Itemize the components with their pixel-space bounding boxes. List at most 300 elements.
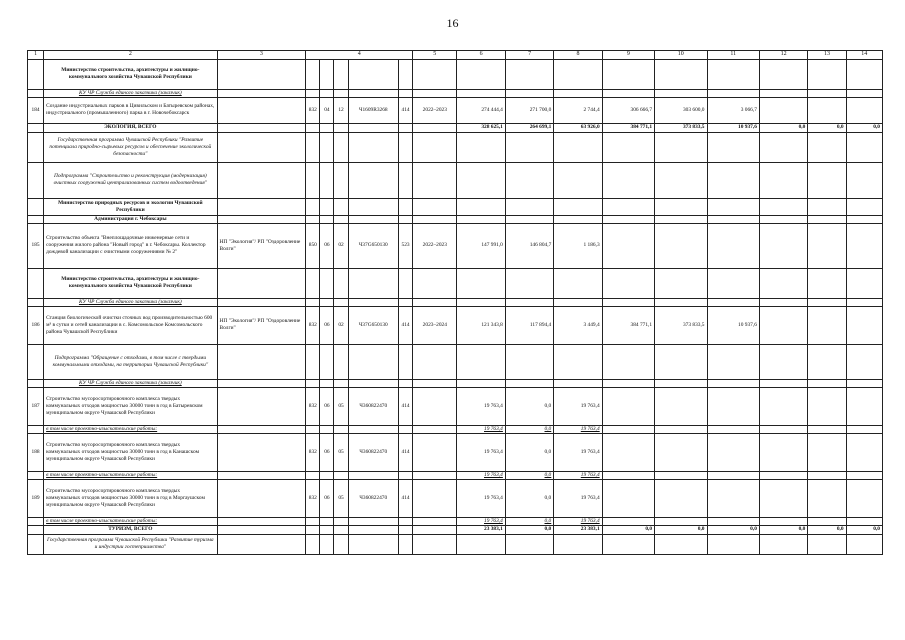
table-row [28,306,883,344]
header-cell: 9 [602,51,654,60]
table-cell [759,471,807,479]
row-number-cell [28,268,44,298]
header-cell: 10 [655,51,707,60]
table-cell [306,59,320,89]
table-cell [320,471,334,479]
value-v11 [707,223,759,268]
table-cell [398,525,412,534]
header-cell: 12 [759,51,807,60]
value-v14 [846,97,882,123]
table-cell [655,132,707,162]
section-title: Подпрограмма "Обращение с отходами, в том числе с твердыми коммунальными отходами, на территории Чувашской Республики" [44,344,217,379]
table-cell [707,198,759,215]
header-row [28,51,883,60]
table-cell [334,534,348,554]
table-cell [707,89,759,97]
table-cell [505,59,553,89]
subtotal-label: в том числе проектно-изыскательские работы: [44,471,217,479]
table-cell [602,215,654,223]
value-v14 [846,479,882,517]
table-cell [602,59,654,89]
table-cell [808,198,846,215]
table-cell [655,162,707,198]
value-v10: 303 600,0 [655,97,707,123]
table-cell [306,471,320,479]
value-v7: 117 894,4 [505,306,553,344]
table-cell [808,59,846,89]
table-cell [457,268,505,298]
row-number-cell [28,162,44,198]
code-ministry: 850 [306,223,320,268]
table-cell [334,215,348,223]
table-cell [655,215,707,223]
code-ministry: 832 [306,306,320,344]
table-cell [217,162,306,198]
table-cell [759,215,807,223]
section-row [28,132,883,162]
value-v10 [655,433,707,471]
project-name [217,433,306,471]
header-cell: 6 [457,51,505,60]
table-cell [707,425,759,433]
table-cell [413,525,457,534]
total-v12: 0,0 [759,525,807,534]
table-cell [413,344,457,379]
project-name [217,479,306,517]
section-row [28,59,883,89]
value-v13 [808,479,846,517]
table-cell [398,471,412,479]
header-cell: 1 [28,51,44,60]
table-cell [398,132,412,162]
table-cell [217,89,306,97]
value-v14 [846,306,882,344]
total-v9: 0,0 [602,525,654,534]
table-cell [217,268,306,298]
section-title: Государственная программа Чувашской Республики "Развитие потенциала природно-сырьевых ресурсов и обеспечение экологической безопасности" [44,132,217,162]
subtotal-label: в том числе проектно-изыскательские работы: [44,425,217,433]
table-cell [707,59,759,89]
row-number-cell [28,525,44,534]
table-cell [602,344,654,379]
section-row [28,215,883,223]
total-v8: 23 383,1 [554,525,602,534]
table-cell [707,162,759,198]
value-v13 [808,306,846,344]
table-cell [505,268,553,298]
table-cell [457,379,505,387]
row-number-cell [28,132,44,162]
section-title: КУ ЧР Служба единого заказчика (заказчик) [44,89,217,97]
value-v7: 0,0 [505,479,553,517]
subtotal-v6: 19 763,4 [457,471,505,479]
table-cell [306,425,320,433]
table-cell [217,298,306,306]
section-title: Министерство строительства, архитектуры и жилищно-коммунального хозяйства Чувашской Республики [44,59,217,89]
table-cell [306,215,320,223]
table-cell [413,471,457,479]
table-cell [334,344,348,379]
value-v7: 0,0 [505,433,553,471]
table-cell [320,162,334,198]
table-cell [808,517,846,525]
table-cell [348,344,398,379]
code-expense: 414 [398,387,412,425]
table-cell [554,132,602,162]
table-cell [457,162,505,198]
value-v10: 373 833,5 [655,306,707,344]
table-cell [457,132,505,162]
table-cell [413,517,457,525]
subtotal-v8: 19 763,4 [554,517,602,525]
table-cell [217,425,306,433]
value-v9 [602,433,654,471]
code-section: 04 [320,97,334,123]
project-name [217,387,306,425]
table-cell [348,59,398,89]
row-number: 186 [28,306,44,344]
table-cell [348,162,398,198]
table-cell [398,89,412,97]
value-v12 [759,433,807,471]
table-cell [306,198,320,215]
table-cell [217,517,306,525]
table-cell [759,162,807,198]
total-v9: 384 771,1 [602,123,654,132]
code-ministry: 832 [306,433,320,471]
table-cell [334,517,348,525]
table-cell [554,268,602,298]
value-v9 [602,223,654,268]
table-cell [554,379,602,387]
total-v6: 23 383,1 [457,525,505,534]
table-cell [602,425,654,433]
table-cell [707,344,759,379]
table-cell [554,89,602,97]
row-number-cell [28,298,44,306]
row-number: 189 [28,479,44,517]
table-cell [320,534,334,554]
row-number-cell [28,59,44,89]
table-cell [505,215,553,223]
table-cell [217,198,306,215]
value-v8: 2 744,4 [554,97,602,123]
table-cell [320,525,334,534]
object-name: Строительство объекта "Внеплощадочные инженерные сети и сооружения жилого района "Новый город" в г. Чебоксары. Коллектор дождевой канализации с очистными сооружениями № 2" [44,223,217,268]
value-v7: 146 804,7 [505,223,553,268]
object-name: Станция биологической очистки сточных вод производительностью 600 м³ в сутки и сетей канализации в с. Комсомольское Комсомольского района Чувашской Республики [44,306,217,344]
period [413,433,457,471]
total-row [28,123,883,132]
table-cell [554,215,602,223]
table-cell [655,471,707,479]
total-label: ТУРИЗМ, ВСЕГО [44,525,217,534]
value-v8: 19 763,4 [554,479,602,517]
table-cell [846,198,882,215]
header-cell: 11 [707,51,759,60]
code-expense: 523 [398,223,412,268]
total-v11: 10 937,6 [707,123,759,132]
value-v6: 19 763,4 [457,387,505,425]
row-number-cell [28,517,44,525]
table-cell [759,344,807,379]
value-v9 [602,387,654,425]
header-cell: 8 [554,51,602,60]
table-cell [505,379,553,387]
table-cell [759,517,807,525]
table-cell [505,198,553,215]
table-cell [655,198,707,215]
table-cell [808,425,846,433]
table-cell [348,123,398,132]
section-title: КУ ЧР Служба единого заказчика (заказчик) [44,298,217,306]
row-number: 188 [28,433,44,471]
object-name: Строительство мусоросортировочного комплекса твердых коммунальных отходов мощностью 30000 тонн в год в Моргаушском муниципальном округе Чувашской Республики [44,479,217,517]
value-v13 [808,97,846,123]
section-title: Министерство строительства, архитектуры и жилищно-коммунального хозяйства Чувашской Республики [44,268,217,298]
table-cell [320,89,334,97]
table-cell [759,132,807,162]
table-cell [707,132,759,162]
section-title: Подпрограмма "Строительство и реконструкция (модернизация) очистных сооружений централизованных систем водоотведения" [44,162,217,198]
code-target: Ч360822470 [348,433,398,471]
table-cell [306,123,320,132]
code-target: Ч1609R3268 [348,97,398,123]
subtotal-v8: 19 763,4 [554,471,602,479]
table-cell [602,198,654,215]
period: 2023–2024 [413,306,457,344]
section-row [28,162,883,198]
value-v11: 3 066,7 [707,97,759,123]
table-cell [320,517,334,525]
table-cell [602,471,654,479]
section-row [28,198,883,215]
total-v6: 328 625,1 [457,123,505,132]
table-cell [655,379,707,387]
table-cell [320,379,334,387]
period [413,479,457,517]
code-ministry: 832 [306,479,320,517]
budget-table [27,50,883,555]
table-cell [808,344,846,379]
row-number-cell [28,198,44,215]
table-cell [306,162,320,198]
table-cell [655,425,707,433]
table-cell [655,534,707,554]
row-number-cell [28,379,44,387]
table-cell [602,162,654,198]
table-cell [320,425,334,433]
value-v9: 306 666,7 [602,97,654,123]
project-name: НП "Экология"/ РП "Оздоровление Волги" [217,223,306,268]
table-cell [413,198,457,215]
value-v6: 147 991,0 [457,223,505,268]
row-number-cell [28,534,44,554]
total-v14: 0,0 [846,123,882,132]
table-cell [334,123,348,132]
table-cell [348,525,398,534]
table-cell [707,268,759,298]
table-cell [707,298,759,306]
table-cell [413,59,457,89]
table-cell [348,471,398,479]
value-v8: 19 763,4 [554,387,602,425]
table-cell [602,132,654,162]
table-cell [759,379,807,387]
table-cell [707,471,759,479]
header-cell: 5 [413,51,457,60]
table-cell [348,534,398,554]
section-row [28,534,883,554]
table-cell [759,89,807,97]
table-cell [398,123,412,132]
value-v7: 0,0 [505,387,553,425]
code-section: 06 [320,479,334,517]
table-cell [413,534,457,554]
table-cell [398,425,412,433]
object-name: Строительство мусоросортировочного комплекса твердых коммунальных отходов мощностью 30000 тонн в год в Канашском муниципальном округе Чувашской Республики [44,433,217,471]
table-cell [655,344,707,379]
subtotal-v7: 0,0 [505,517,553,525]
table-cell [217,344,306,379]
table-cell [602,517,654,525]
table-cell [306,525,320,534]
value-v9: 384 771,1 [602,306,654,344]
table-row [28,479,883,517]
table-cell [808,215,846,223]
code-section: 06 [320,387,334,425]
table-cell [808,268,846,298]
table-cell [334,471,348,479]
table-cell [554,534,602,554]
table-cell [655,298,707,306]
project-name [217,97,306,123]
table-cell [759,59,807,89]
table-cell [554,298,602,306]
subtotal-row [28,425,883,433]
code-expense: 414 [398,306,412,344]
value-v10 [655,223,707,268]
table-cell [808,471,846,479]
value-v6: 121 343,8 [457,306,505,344]
table-cell [808,534,846,554]
total-v13: 0,0 [808,123,846,132]
table-cell [457,198,505,215]
value-v12 [759,223,807,268]
header-cell: 2 [44,51,217,60]
table-cell [413,132,457,162]
code-subsection: 05 [334,387,348,425]
table-cell [348,268,398,298]
table-cell [655,268,707,298]
table-cell [398,344,412,379]
code-section: 06 [320,306,334,344]
table-row [28,223,883,268]
value-v6: 19 763,4 [457,479,505,517]
table-cell [602,89,654,97]
table-cell [457,298,505,306]
table-cell [306,517,320,525]
table-cell [505,132,553,162]
table-cell [759,268,807,298]
table-cell [306,344,320,379]
code-target: Ч360822470 [348,387,398,425]
table-cell [413,268,457,298]
code-subsection: 05 [334,433,348,471]
table-cell [846,425,882,433]
table-cell [413,425,457,433]
section-title: КУ ЧР Служба единого заказчика (заказчик) [44,379,217,387]
value-v14 [846,433,882,471]
table-cell [320,59,334,89]
table-cell [707,517,759,525]
header-cell: 13 [808,51,846,60]
total-v13: 0,0 [808,525,846,534]
table-cell [846,379,882,387]
table-cell [457,59,505,89]
subtotal-v8: 19 763,4 [554,425,602,433]
table-row [28,387,883,425]
section-title: Государственная программа Чувашской Республики "Развитие туризма и индустрии гостеприимства" [44,534,217,554]
total-label: ЭКОЛОГИЯ, ВСЕГО [44,123,217,132]
table-cell [320,132,334,162]
table-cell [320,268,334,298]
table-cell [505,534,553,554]
subtotal-label: в том числе проектно-изыскательские работы: [44,517,217,525]
table-cell [846,298,882,306]
table-cell [759,298,807,306]
row-number-cell [28,425,44,433]
table-cell [413,379,457,387]
subtotal-v7: 0,0 [505,425,553,433]
subtotal-v6: 19 763,4 [457,425,505,433]
total-v7: 0,0 [505,525,553,534]
value-v11 [707,433,759,471]
total-v8: 63 926,0 [554,123,602,132]
table-cell [846,59,882,89]
row-number-cell [28,344,44,379]
total-v14: 0,0 [846,525,882,534]
total-v7: 264 699,1 [505,123,553,132]
object-name: Строительство мусоросортировочного комплекса твердых коммунальных отходов мощностью 30000 тонн в год в Батыревском муниципальном округе Чувашской Республики [44,387,217,425]
table-cell [334,379,348,387]
period: 2022–2023 [413,97,457,123]
value-v11: 10 937,6 [707,306,759,344]
table-cell [320,198,334,215]
table-cell [846,89,882,97]
table-cell [398,268,412,298]
table-cell [398,198,412,215]
table-cell [348,517,398,525]
code-expense: 414 [398,479,412,517]
code-expense: 414 [398,433,412,471]
table-cell [808,298,846,306]
table-cell [413,89,457,97]
row-number: 185 [28,223,44,268]
table-cell [554,344,602,379]
subtotal-v7: 0,0 [505,471,553,479]
total-v11: 0,0 [707,525,759,534]
table-cell [217,379,306,387]
table-cell [348,89,398,97]
table-cell [348,425,398,433]
table-cell [759,198,807,215]
table-cell [334,162,348,198]
table-cell [759,425,807,433]
code-target: Ч37G650130 [348,223,398,268]
table-cell [398,379,412,387]
table-cell [759,534,807,554]
